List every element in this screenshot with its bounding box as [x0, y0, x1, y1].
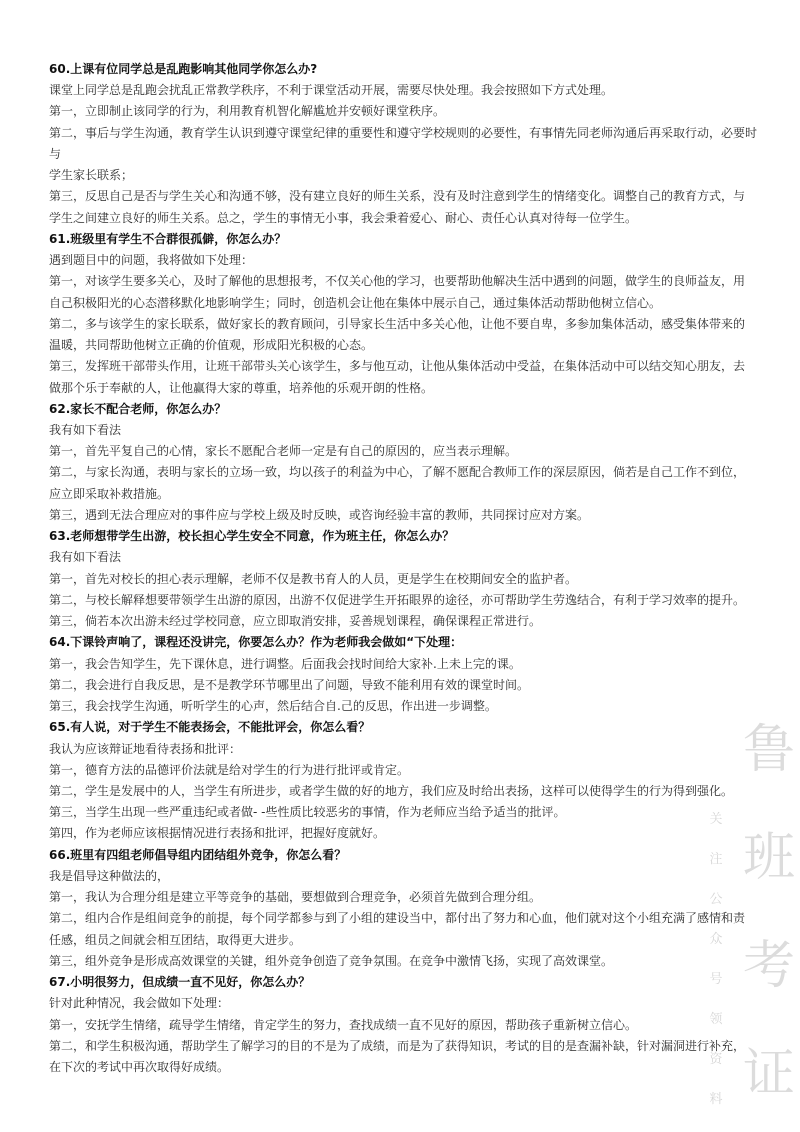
answer-paragraph [49, 505, 761, 526]
answer-paragraph [49, 781, 761, 802]
question-title: 61.班级里有学生不合群很孤僻，你怎么办？ [49, 231, 287, 246]
answer-line: 做那个乐于奉献的人，让他赢得大家的尊重，培养他的乐观开朗的性格。 [49, 380, 434, 395]
answer-line: 第一，安抚学生情绪，疏导学生情绪，肯定学生的努力，查找成绩一直不见好的原因，帮助孩子重新树立信心。 [49, 1017, 638, 1032]
question-title: 65.有人说，对于学生不能表扬会，不能批评会，你怎么看？ [49, 720, 371, 735]
answer-paragraph [49, 547, 761, 568]
watermark-brand-char: 考 [742, 936, 795, 996]
answer-line: 我有如下看法 [49, 550, 122, 565]
answer-line: 第二，我会进行自我反思，是不是教学环节哪里出了问题，导致不能利用有效的课堂时间。 [49, 677, 530, 692]
answer-paragraph [49, 462, 761, 504]
answer-paragraph [49, 123, 761, 187]
answer-paragraph [49, 887, 761, 908]
answer-paragraph [49, 101, 761, 122]
answer-paragraph [49, 80, 761, 101]
question-block-66 [49, 845, 761, 972]
answer-paragraph [49, 356, 761, 398]
answer-paragraph [49, 441, 761, 462]
answer-paragraph [49, 420, 761, 441]
watermark-tagline-char: 关 [709, 812, 723, 827]
answer-paragraph [49, 250, 761, 271]
answer-line: 第二，组内合作是组间竞争的前提，每个同学都参与到了小组的建设当中，都付出了努力和心血，他们就对这个小组充满了感情和责 [49, 911, 746, 926]
answer-paragraph [49, 1015, 761, 1036]
answer-line: 第三，组外竞争是形成高效课堂的关键，组外竞争创造了竞争氛围。在竞争中激情飞扬，实现了高效课堂。 [49, 953, 614, 968]
answer-line: 第三，我会找学生沟通，听听学生的心声，然后结合自.己的反思，作出进一步调整。 [49, 699, 497, 714]
question-title: 62.家长不配合老师，你怎么办？ [49, 401, 227, 416]
watermark-tagline-char: 号 [709, 972, 723, 987]
answer-line: 第一，对该学生要多关心，及时了解他的思想报考，不仅关心他的学习，也要帮助他解决生活中遇到的问题，做学生的良师益友，用 [49, 274, 746, 289]
question-block-61 [49, 229, 761, 399]
watermark-brand [742, 696, 796, 1128]
watermark-tagline-char: 众 [709, 932, 723, 947]
answer-line: 针对此种情况，我会做如下处理： [49, 996, 230, 1011]
answer-line: 第一，德育方法的品德评价法就是给对学生的行为进行批评或肯定。 [49, 762, 410, 777]
watermark-brand-char: 鲁 [742, 720, 795, 780]
answer-paragraph [49, 569, 761, 590]
question-block-62 [49, 399, 761, 526]
answer-line: 第二，事后与学生沟通，教育学生认识到遵守课堂纪律的重要性和遵守学校规则的必要性，有事情先同老师沟通后再采取行动，必要时与 [49, 125, 758, 161]
answer-line: 第二，多与该学生的家长联系，做好家长的教育顾问，引导家长生活中多关心他，让他不要自卑，多参加集体活动，感受集体带来的 [49, 316, 746, 331]
answer-paragraph [49, 186, 761, 228]
question-title: 64.下课铃声响了，课程还没讲完，你要怎么办？作为老师我会做如“下处理： [49, 635, 463, 650]
answer-paragraph [49, 611, 761, 632]
answer-paragraph [49, 590, 761, 611]
answer-paragraph [49, 802, 761, 823]
watermark-tagline-char: 资 [709, 1052, 723, 1067]
answer-paragraph [49, 696, 761, 717]
watermark-tagline [706, 800, 726, 1120]
answer-paragraph [49, 823, 761, 844]
answer-line: 第二，与校长解释想要带领学生出游的原因，出游不仅促进学生开拓眼界的途径，亦可帮助学生劳逸结合，有利于学习效率的提升。 [49, 592, 746, 607]
answer-line: 第四，作为老师应该根据情况进行表扬和批评，把握好度就好。 [49, 826, 386, 841]
answer-paragraph [49, 908, 761, 950]
answer-line: 第一，首先对校长的担心表示理解，老师不仅是教书育人的人员，更是学生在校期间安全的监护者。 [49, 571, 578, 586]
question-block-67 [49, 972, 761, 1078]
answer-line: 我是倡导这种做法的， [49, 868, 170, 883]
answer-paragraph [49, 951, 761, 972]
watermark-brand-char: 班 [742, 828, 795, 888]
answer-paragraph [49, 271, 761, 313]
answer-line: 第一，首先平复自己的心情，家长不愿配合老师一定是有自己的原因的，应当表示理解。 [49, 444, 518, 459]
watermark-tagline-char: 公 [709, 892, 723, 907]
answer-line: 第一，我会告知学生，先下课休息，进行调整。后面我会找时间给大家补.上未上完的课。 [49, 656, 521, 671]
answer-paragraph [49, 675, 761, 696]
answer-line: 遇到题目中的问题，我将做如下处理： [49, 253, 254, 268]
answer-line: 第三，反思自己是否与学生关心和沟通不够，没有建立良好的师生关系，没有及时注意到学生的情绪变化。调整自己的教育方式，与 [49, 189, 746, 204]
document-body [49, 59, 761, 1078]
answer-line: 第二，和学生积极沟通，帮助学生了解学习的目的不是为了成绩，而是为了获得知识，考试的目的是查漏补缺，针对漏洞进行补充， [49, 1038, 746, 1053]
answer-line: 我有如下看法 [49, 422, 122, 437]
answer-paragraph [49, 866, 761, 887]
question-title: 67.小明很努力，但成绩一直不见好，你怎么办？ [49, 975, 311, 990]
answer-line: 任感，组员之间就会相互团结，取得更大进步。 [49, 932, 302, 947]
answer-line: 自己积极阳光的心态潜移默化地影响学生；同时，创造机会让他在集体中展示自己，通过集体活动帮助他树立信心。 [49, 295, 662, 310]
answer-line: 学生家长联系； [49, 168, 134, 183]
question-title: 66.班里有四组老师倡导组内团结组外竞争，你怎么看？ [49, 847, 347, 862]
answer-paragraph [49, 760, 761, 781]
answer-line: 第一，立即制止该同学的行为，利用教育机智化解尴尬并安顿好课堂秩序。 [49, 104, 446, 119]
answer-line: 学生之间建立良好的师生关系。总之，学生的事情无小事，我会秉着爱心、耐心、责任心认真对待每一位学生。 [49, 210, 638, 225]
answer-line: 我认为应该辩证地看待表扬和批评： [49, 741, 242, 756]
question-block-64 [49, 632, 761, 717]
answer-line: 第三，倘若本次出游未经过学校同意，应立即取消安排，妥善规划课程，确保课程正常进行。 [49, 614, 542, 629]
watermark-brand-char: 证 [742, 1044, 795, 1104]
answer-paragraph [49, 1036, 761, 1078]
watermark-tagline-char: 注 [709, 852, 723, 867]
answer-paragraph [49, 314, 761, 356]
answer-line: 课堂上同学总是乱跑会扰乱正常教学秩序，不利于课堂活动开展，需要尽快处理。我会按照如下方式处理。 [49, 83, 614, 98]
question-block-63 [49, 526, 761, 632]
question-block-65 [49, 717, 761, 844]
answer-paragraph [49, 654, 761, 675]
answer-paragraph [49, 739, 761, 760]
question-block-60 [49, 59, 761, 229]
answer-line: 在下次的考试中再次取得好成绩。 [49, 1060, 230, 1075]
answer-line: 第三，当学生出现一些严重违纪或者做- -些性质比较恶劣的事情，作为老师应当给予适当的批评。 [49, 805, 566, 820]
answer-line: 第三，发挥班干部带头作用，让班干部带头关心该学生，多与他互动，让他从集体活动中受益，在集体活动中可以结交知心朋友，去 [49, 359, 746, 374]
watermark-tagline-char: 领 [709, 1012, 723, 1027]
answer-line: 第二，学生是发展中的人，当学生有所进步，或者学生做的好的地方，我们应及时给出表扬，这样可以使得学生的行为得到强化。 [49, 783, 734, 798]
answer-paragraph [49, 993, 761, 1014]
answer-line: 第三，遇到无法合理应对的事件应与学校上级及时反映，或咨询经验丰富的教师，共同探讨应对方案。 [49, 507, 590, 522]
question-title: 63.老师想带学生出游，校长担心学生安全不同意，作为班主任，你怎么办？ [49, 529, 455, 544]
answer-line: 温暖，共同帮助他树立正确的价值观，形成阳光积极的心态。 [49, 338, 374, 353]
answer-line: 第二，与家长沟通，表明与家长的立场一致，均以孩子的利益为中心，了解不愿配合教师工作的深层原因，倘若是自己工作不到位， [49, 465, 746, 480]
answer-line: 第一，我认为合理分组是建立平等竞争的基础，要想做到合理竞争，必须首先做到合理分组。 [49, 890, 542, 905]
watermark-tagline-char: 料 [709, 1092, 723, 1107]
answer-line: 应立即采取补救措施。 [49, 486, 170, 501]
question-title: 60.上课有位同学总是乱跑影响其他同学你怎么办? [49, 62, 318, 76]
